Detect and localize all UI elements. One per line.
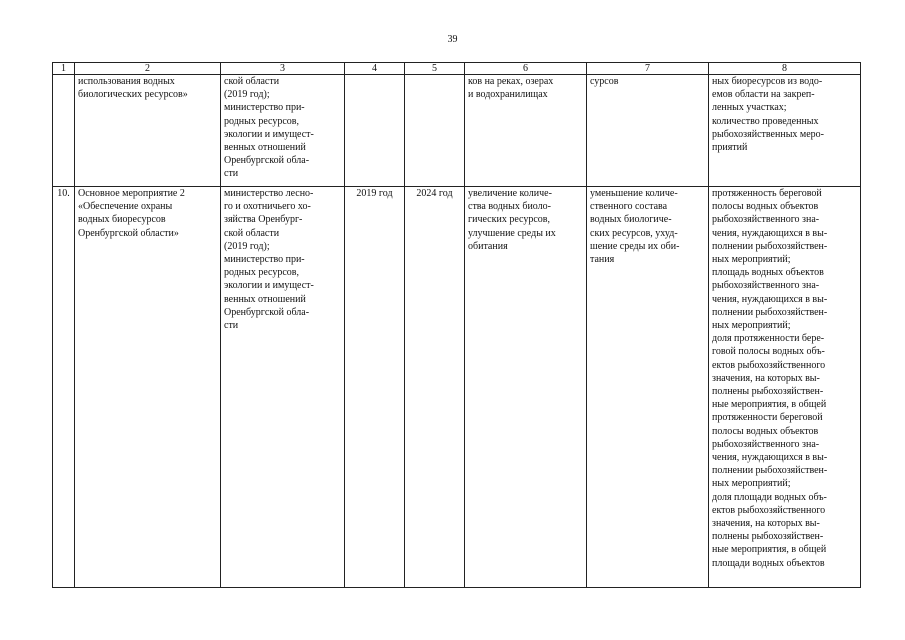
column-header: 1 — [53, 63, 75, 75]
measures-table — [52, 62, 861, 588]
start-year-cell: 2019 год — [345, 187, 405, 588]
column-header: 6 — [465, 63, 587, 75]
table-row — [53, 187, 861, 588]
row-number-cell: 10. — [53, 187, 75, 588]
page-number: 39 — [447, 34, 458, 45]
column-header: 8 — [709, 63, 861, 75]
end-year-cell: 2024 год — [405, 187, 465, 588]
column-header: 7 — [587, 63, 709, 75]
consequence-cell: уменьшение количе- ственного состава водных биологиче- ских ресурсов, ухуд- шение среды их оби- тания — [587, 187, 709, 588]
expected-result-cell: ков на реках, озерах и водохранилищах — [465, 75, 587, 187]
end-year-cell — [405, 75, 465, 187]
column-header: 3 — [221, 63, 345, 75]
indicator-cell: протяженность береговой полосы водных объектов рыбохозяйственного зна- чения, нуждающихся в вы- полнении рыбохозяйствен- ных мероприятий; площадь водных объектов рыбохозяйственного зна- чения, нуждающихся в вы- полнении рыбохозяйствен- ных мероприятий; доля протяженности бере- говой полосы водных объ- ектов рыбохозяйственного значения, на которых вы- полнены рыбохозяйствен- ные мероприятия, в общей протяженности береговой полосы водных объектов рыбохозяйственного зна- чения, нуждающихся в вы- полнении рыбохозяйствен- ных мероприятий; доля площади водных объ- ектов рыбохозяйственного значения, на которых вы- полнены рыбохозяйствен- ные мероприятия, в общей площади водных объектов — [709, 187, 861, 588]
consequence-cell: сурсов — [587, 75, 709, 187]
executor-cell: министерство лесно- го и охотничьего хо- зяйства Оренбург- ской области (2019 год); министерство при- родных ресурсов, экологии и имущест- венных отношений Оренбургской обла- сти — [221, 187, 345, 588]
expected-result-cell: увеличение количе- ства водных биоло- гических ресурсов, улучшение среды их обитания — [465, 187, 587, 588]
column-header: 5 — [405, 63, 465, 75]
column-header: 2 — [75, 63, 221, 75]
column-header: 4 — [345, 63, 405, 75]
indicator-cell: ных биоресурсов из водо- емов области на закреп- ленных участках; количество проведенных рыбохозяйственных меро- приятий — [709, 75, 861, 187]
start-year-cell — [345, 75, 405, 187]
row-number-cell — [53, 75, 75, 187]
measure-name-cell: использования водных биологических ресурсов» — [75, 75, 221, 187]
table-row — [53, 75, 861, 187]
measure-name-cell: Основное мероприятие 2 «Обеспечение охраны водных биоресурсов Оренбургской области» — [75, 187, 221, 588]
executor-cell: ской области (2019 год); министерство при- родных ресурсов, экологии и имущест- венных отношений Оренбургской обла- сти — [221, 75, 345, 187]
column-number-row — [53, 63, 861, 75]
